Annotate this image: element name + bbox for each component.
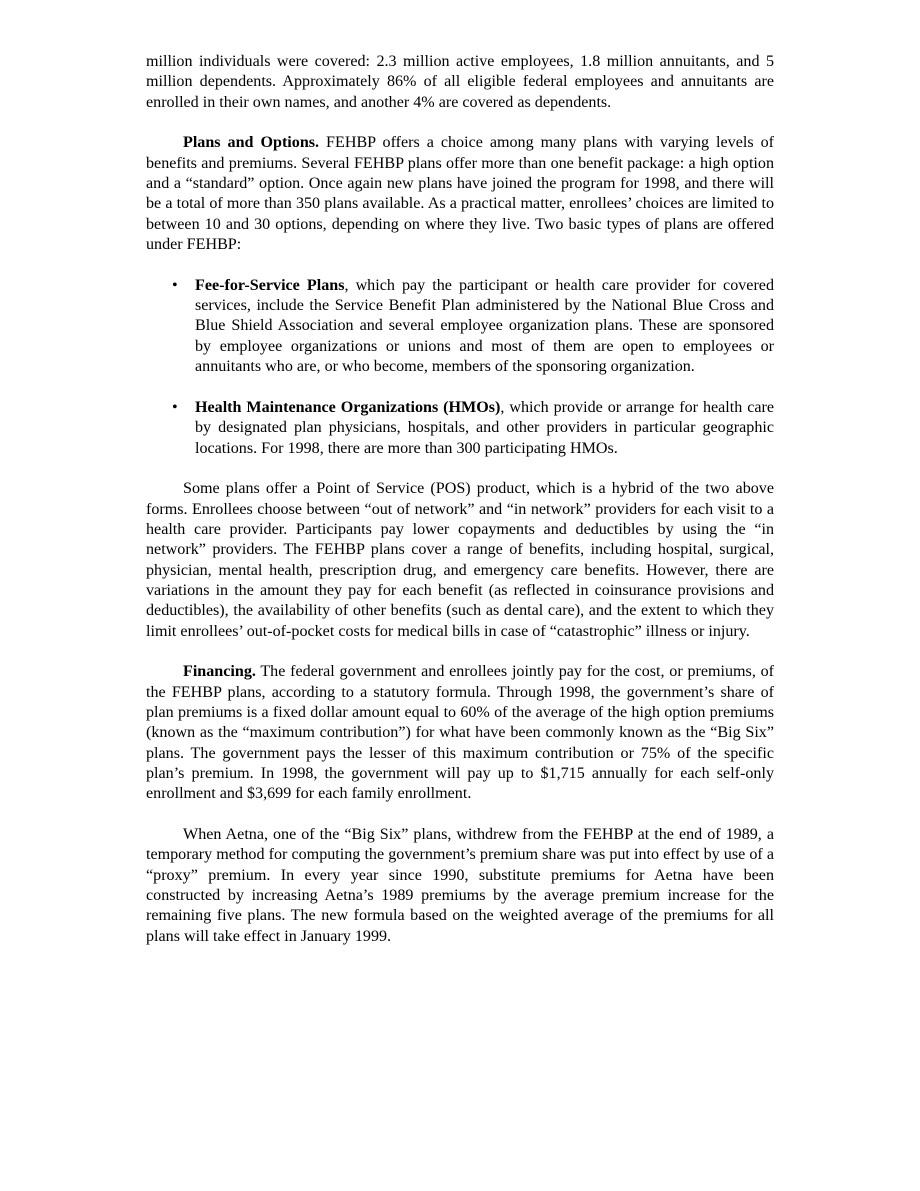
fee-for-service-text: , which pay the participant or health care provider for covered services, include the Service Benefit Plan administered by the National Blue Cross and Blue Shield Association and several employee organization plans. These are sponsored by employee organizations or unions and most of them are open to employees or annuitants who are, or who become, members of the sponsoring organization. — [195, 276, 774, 376]
bullet-icon: • — [172, 276, 178, 294]
plan-types-list — [146, 276, 774, 459]
plans-options-paragraph — [146, 133, 774, 255]
aetna-paragraph — [146, 825, 774, 947]
plans-options-text: FEHBP offers a choice among many plans with varying levels of benefits and premiums. Several FEHBP plans offer more than one benefit package: a high option and a “standard” option. Once again new plans have joined the program for 1998, and there will be a total of more than 350 plans available. As a practical matter, enrollees’ choices are limited to between 10 and 30 options, depending on where they live. Two basic types of plans are offered under FEHBP: — [146, 134, 774, 254]
intro-paragraph — [146, 52, 774, 113]
hmo-text: , which provide or arrange for health care by designated plan physicians, hospitals, and other providers in particular geographic locations. For 1998, there are more than 300 participating HMOs. — [195, 398, 774, 457]
fee-for-service-term: Fee-for-Service Plans — [195, 276, 345, 294]
hmo-term: Health Maintenance Organizations (HMOs) — [195, 398, 501, 416]
financing-paragraph — [146, 662, 774, 804]
financing-heading: Financing. — [183, 663, 256, 681]
list-item-hmo — [146, 398, 774, 459]
financing-text: The federal government and enrollees jointly pay for the cost, or premiums, of the FEHBP plans, according to a statutory formula. Through 1998, the government’s share of plan premiums is a fixed dollar amount equal to 60% of the average of the high option premiums (known as the “maximum contribution”) for what have been commonly known as the “Big Six” plans. The government pays the lesser of this maximum contribution or 75% of the specific plan’s premium. In 1998, the government will pay up to $1,715 annually for each self-only enrollment and $3,699 for each family enrollment. — [146, 663, 774, 803]
list-item-fee-for-service — [146, 276, 774, 378]
pos-paragraph — [146, 479, 774, 642]
pos-text: Some plans offer a Point of Service (POS) product, which is a hybrid of the two above forms. Enrollees choose between “out of network” and “in network” providers for each visit to a health care provider. Participants pay lower copayments and deductibles by using the “in network” providers. The FEHBP plans cover a range of benefits, including hospital, surgical, physician, mental health, prescription drug, and emergency care benefits. However, there are variations in the amount they pay for each benefit (as reflected in coinsurance provisions and deductibles), the availability of other benefits (such as dental care), and the extent to which they limit enrollees’ out-of-pocket costs for medical bills in case of “catastrophic” illness or injury. — [146, 480, 774, 640]
bullet-icon: • — [172, 398, 178, 416]
document-page — [146, 52, 774, 967]
intro-text: million individuals were covered: 2.3 million active employees, 1.8 million annuitants, and 5 million dependents. Approximately 86% of all eligible federal employees and annuitants are enrolled in their own names, and another 4% are covered as dependents. — [146, 53, 774, 111]
aetna-text: When Aetna, one of the “Big Six” plans, withdrew from the FEHBP at the end of 1989, a temporary method for computing the government’s premium share was put into effect by use of a “proxy” premium. In every year since 1990, substitute premiums for Aetna have been constructed by increasing Aetna’s 1989 premiums by the average premium increase for the remaining five plans. The new formula based on the weighted average of the premiums for all plans will take effect in January 1999. — [146, 826, 774, 945]
plans-options-heading: Plans and Options. — [183, 134, 320, 152]
